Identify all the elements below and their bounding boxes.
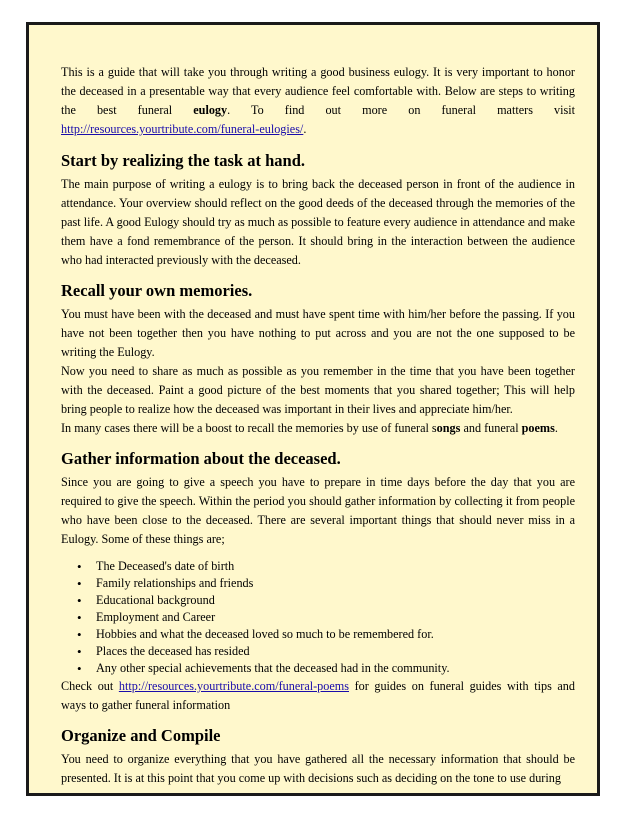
list-item: • Any other special achievements that the deceased had in the community. (61, 660, 575, 677)
list-item: • Hobbies and what the deceased loved so much to be remembered for. (61, 626, 575, 643)
section4-body: You need to organize everything that you have gathered all the necessary information that should be presented. It is at this point that you come up with decisions such as deciding on the tone to use during (61, 752, 575, 785)
section3-body: Since you are going to give a speech you have to prepare in time days before the day that you are required to give the speech. Within the period you should gather information by collecting it from people who have been close to the deceased. There are several important things that should never miss in a Eulogy. Some of these things are; (61, 475, 575, 546)
eulogies-link[interactable]: http://resources.yourtribute.com/funeral-eulogies/ (61, 122, 304, 136)
intro-text-2: . To find out more on funeral matters visit (227, 103, 576, 117)
document-page (26, 22, 600, 796)
section4-heading: Organize and Compile (61, 726, 221, 745)
intro-end: . (303, 122, 307, 136)
check-end: for guides on funeral guides with tips and ways to gather funeral information (61, 679, 575, 712)
info-bullet-list (61, 558, 575, 677)
list-item: • Employment and Career (61, 609, 575, 626)
para3-end: . (554, 421, 558, 435)
document-content (61, 63, 575, 788)
check-out-paragraph (61, 677, 575, 715)
section3-heading: Gather information about the deceased. (61, 449, 341, 468)
list-item: • Family relationships and friends (61, 575, 575, 592)
list-item: • The Deceased's date of birth (61, 558, 575, 575)
poems-bold: poems (521, 421, 555, 435)
para3-mid: and funeral (460, 421, 522, 435)
section2-heading: Recall your own memories. (61, 281, 253, 300)
section2-para2: Now you need to share as much as possible as you remember in the time that you have been together with the deceased. Paint a good picture of the best moments that you shared together; This will help bring people to realize how the deceased was important in their lives and appreciate him/her. (61, 364, 575, 416)
list-item: • Educational background (61, 592, 575, 609)
list-item: • Places the deceased has resided (61, 643, 575, 660)
intro-text: This is a guide that will take you through writing a good business eulogy. It is very important to honor the deceased in a presentable way that every audience feel comfortable with. Below are steps to writing the best funeral (61, 65, 575, 117)
intro-bold-eulogy: eulogy (193, 103, 228, 117)
intro-paragraph (61, 63, 575, 139)
section2-para1: You must have been with the deceased and must have spent time with him/her before the passing. If you have not been together then you have nothing to put across and you are not the one supposed to be writing the Eulogy. (61, 307, 575, 359)
section1-body: The main purpose of writing a eulogy is to bring back the deceased person in front of the audience in attendance. Your overview should reflect on the good deeds of the deceased through the memories of the past life. A good Eulogy should try as much as possible to feature every audience in attendance and make them have a fond remembrance of the person. It should bring in the interaction between the audience who had interacted previously with the deceased. (61, 177, 575, 267)
songs-bold: ongs (436, 421, 461, 435)
section2-para3 (61, 419, 575, 438)
poems-link[interactable]: http://resources.yourtribute.com/funeral-poems (118, 679, 349, 693)
para3-text: In many cases there will be a boost to recall the memories by use of funeral s (61, 421, 437, 435)
check-text: Check out (61, 679, 119, 693)
section1-heading: Start by realizing the task at hand. (61, 151, 306, 170)
